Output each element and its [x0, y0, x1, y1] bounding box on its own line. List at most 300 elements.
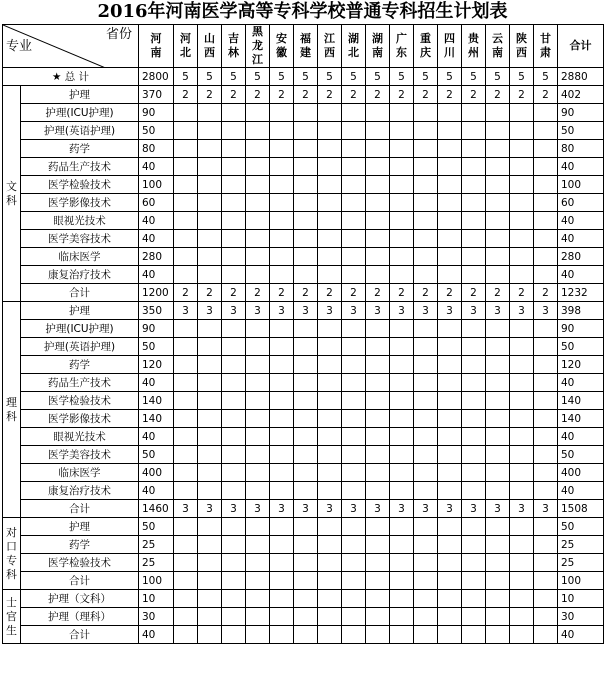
major-label: 医学检验技术: [21, 554, 139, 572]
quota-cell: [534, 356, 558, 374]
quota-cell: [390, 428, 414, 446]
province-header-char: 肃: [540, 46, 551, 59]
quota-cell: [486, 104, 510, 122]
quota-cell: [414, 194, 438, 212]
quota-cell: [462, 608, 486, 626]
grand-total-cell: 5: [198, 68, 222, 86]
province-header: [174, 25, 198, 68]
quota-cell: [510, 590, 534, 608]
quota-cell: [318, 122, 342, 140]
province-header-char: 甘: [540, 32, 551, 45]
table-row: [3, 194, 604, 212]
quota-cell: 2: [342, 284, 366, 302]
quota-cell: [390, 446, 414, 464]
quota-cell: [222, 212, 246, 230]
province-header-char: 江: [324, 32, 335, 45]
quota-cell: [462, 356, 486, 374]
quota-cell: [390, 410, 414, 428]
quota-cell: [462, 428, 486, 446]
quota-cell: [438, 374, 462, 392]
row-total-cell: 60: [558, 194, 604, 212]
quota-cell: [294, 230, 318, 248]
quota-cell: [366, 176, 390, 194]
major-label: 康复治疗技术: [21, 482, 139, 500]
quota-cell: 350: [139, 302, 174, 320]
quota-cell: 2: [390, 86, 414, 104]
province-header-char: 河: [180, 32, 191, 45]
quota-cell: [294, 176, 318, 194]
major-label: 护理: [21, 302, 139, 320]
quota-cell: [462, 140, 486, 158]
quota-cell: 2: [342, 86, 366, 104]
province-header-char: 东: [396, 46, 407, 59]
quota-cell: [198, 356, 222, 374]
quota-cell: [294, 212, 318, 230]
quota-cell: [390, 176, 414, 194]
quota-cell: 3: [198, 500, 222, 518]
province-header-char: 龙: [252, 39, 263, 52]
quota-cell: [390, 266, 414, 284]
quota-cell: [198, 428, 222, 446]
quota-cell: [222, 158, 246, 176]
province-header-char: 湖: [348, 32, 359, 45]
quota-cell: 2: [294, 284, 318, 302]
quota-cell: [390, 104, 414, 122]
quota-cell: [174, 176, 198, 194]
quota-cell: [486, 554, 510, 572]
grand-total-row: [3, 68, 604, 86]
quota-cell: [510, 482, 534, 500]
quota-cell: 140: [139, 392, 174, 410]
quota-cell: [438, 230, 462, 248]
quota-cell: 3: [366, 500, 390, 518]
quota-cell: 2: [534, 86, 558, 104]
quota-cell: [366, 104, 390, 122]
quota-cell: [342, 158, 366, 176]
quota-cell: [390, 464, 414, 482]
quota-cell: [318, 392, 342, 410]
quota-cell: [414, 446, 438, 464]
quota-cell: [366, 590, 390, 608]
quota-cell: [342, 176, 366, 194]
grand-total-cell: 2800: [139, 68, 174, 86]
quota-cell: 40: [139, 212, 174, 230]
quota-cell: [318, 428, 342, 446]
quota-cell: [198, 446, 222, 464]
quota-cell: 2: [198, 86, 222, 104]
quota-cell: [414, 140, 438, 158]
quota-cell: [486, 320, 510, 338]
grand-total-label: ★ 总 计: [3, 68, 139, 86]
quota-cell: 3: [366, 302, 390, 320]
quota-cell: [438, 176, 462, 194]
row-total-cell: 30: [558, 608, 604, 626]
quota-cell: [390, 194, 414, 212]
quota-cell: 40: [139, 428, 174, 446]
quota-cell: 50: [139, 446, 174, 464]
quota-cell: [534, 590, 558, 608]
quota-cell: [438, 122, 462, 140]
quota-cell: [174, 590, 198, 608]
quota-cell: [246, 446, 270, 464]
quota-cell: [486, 590, 510, 608]
quota-cell: [342, 608, 366, 626]
quota-cell: [438, 518, 462, 536]
table-row: [3, 158, 604, 176]
major-label: 护理(英语护理): [21, 122, 139, 140]
quota-cell: 120: [139, 356, 174, 374]
quota-cell: [534, 230, 558, 248]
province-header-char: 陕: [516, 32, 527, 45]
header-row: [3, 25, 604, 68]
quota-cell: [414, 356, 438, 374]
quota-cell: [414, 374, 438, 392]
quota-cell: [366, 482, 390, 500]
quota-cell: [510, 608, 534, 626]
quota-cell: [174, 194, 198, 212]
quota-cell: 140: [139, 410, 174, 428]
quota-cell: [438, 248, 462, 266]
table-row: [3, 536, 604, 554]
quota-cell: [222, 608, 246, 626]
quota-cell: 30: [139, 608, 174, 626]
quota-cell: [366, 464, 390, 482]
grand-total-cell: 5: [222, 68, 246, 86]
table-row: [3, 338, 604, 356]
quota-cell: [342, 320, 366, 338]
quota-cell: [294, 320, 318, 338]
quota-cell: [246, 104, 270, 122]
quota-cell: [318, 482, 342, 500]
quota-cell: [174, 356, 198, 374]
quota-cell: [414, 392, 438, 410]
province-header-char: 西: [204, 46, 215, 59]
grand-total-cell: 5: [390, 68, 414, 86]
quota-cell: [246, 158, 270, 176]
quota-cell: [270, 338, 294, 356]
province-header-char: 南: [150, 46, 162, 59]
quota-cell: [198, 122, 222, 140]
row-total-cell: 50: [558, 446, 604, 464]
quota-cell: [246, 626, 270, 644]
quota-cell: [222, 590, 246, 608]
quota-cell: [198, 482, 222, 500]
quota-cell: [222, 626, 246, 644]
quota-cell: [294, 392, 318, 410]
quota-cell: [174, 464, 198, 482]
quota-cell: [462, 518, 486, 536]
quota-cell: [462, 482, 486, 500]
quota-cell: [534, 320, 558, 338]
province-header-char: 南: [372, 46, 383, 59]
quota-cell: [366, 608, 390, 626]
quota-cell: [414, 320, 438, 338]
quota-cell: [462, 572, 486, 590]
quota-cell: [174, 212, 198, 230]
province-header-char: 建: [300, 46, 311, 59]
quota-cell: [534, 464, 558, 482]
province-header: [438, 25, 462, 68]
quota-cell: [318, 320, 342, 338]
quota-cell: [486, 482, 510, 500]
quota-cell: [486, 158, 510, 176]
quota-cell: 3: [462, 500, 486, 518]
table-row: [3, 104, 604, 122]
row-total-cell: 40: [558, 374, 604, 392]
table-row: [3, 590, 604, 608]
quota-cell: [198, 176, 222, 194]
quota-cell: [486, 140, 510, 158]
quota-cell: [294, 248, 318, 266]
quota-cell: [414, 626, 438, 644]
quota-cell: [174, 518, 198, 536]
row-total-cell: 402: [558, 86, 604, 104]
quota-cell: [342, 266, 366, 284]
quota-cell: [270, 212, 294, 230]
quota-cell: [318, 230, 342, 248]
quota-cell: [534, 392, 558, 410]
quota-cell: [366, 446, 390, 464]
quota-cell: 25: [139, 536, 174, 554]
row-total-cell: 25: [558, 536, 604, 554]
quota-cell: [366, 392, 390, 410]
row-total-cell: 140: [558, 392, 604, 410]
table-row: [3, 248, 604, 266]
quota-cell: [342, 356, 366, 374]
grand-total-cell: 5: [510, 68, 534, 86]
grand-total-sum: 2880: [558, 68, 604, 86]
quota-cell: [198, 410, 222, 428]
quota-cell: [198, 212, 222, 230]
quota-cell: [390, 140, 414, 158]
quota-cell: [510, 446, 534, 464]
quota-cell: [414, 410, 438, 428]
quota-cell: [486, 428, 510, 446]
quota-cell: [174, 248, 198, 266]
quota-cell: [246, 248, 270, 266]
major-label: 合计: [21, 500, 139, 518]
quota-cell: [366, 194, 390, 212]
corner-label-province: 省份: [105, 27, 132, 42]
quota-cell: [438, 104, 462, 122]
quota-cell: [462, 554, 486, 572]
row-total-cell: 90: [558, 104, 604, 122]
quota-cell: [270, 590, 294, 608]
quota-cell: [294, 122, 318, 140]
quota-cell: [246, 122, 270, 140]
quota-cell: 40: [139, 482, 174, 500]
quota-cell: [270, 536, 294, 554]
row-total-cell: 400: [558, 464, 604, 482]
quota-cell: 2: [510, 284, 534, 302]
major-label: 康复治疗技术: [21, 266, 139, 284]
quota-cell: [270, 176, 294, 194]
quota-cell: [198, 104, 222, 122]
province-header-char: 北: [180, 46, 191, 59]
quota-cell: [342, 428, 366, 446]
category-cell: [3, 86, 21, 302]
quota-cell: [486, 266, 510, 284]
quota-cell: [246, 140, 270, 158]
quota-cell: [198, 158, 222, 176]
quota-cell: [366, 572, 390, 590]
row-total-cell: 40: [558, 428, 604, 446]
province-header: [366, 25, 390, 68]
quota-cell: [318, 590, 342, 608]
quota-cell: [462, 374, 486, 392]
quota-cell: [270, 230, 294, 248]
province-header-char: 南: [492, 46, 503, 59]
province-header: [534, 25, 558, 68]
total-column-header: 合计: [558, 25, 604, 68]
quota-cell: [246, 572, 270, 590]
quota-cell: 2: [438, 284, 462, 302]
grand-total-cell: 5: [414, 68, 438, 86]
quota-cell: [342, 104, 366, 122]
enrollment-plan-table: [2, 24, 604, 644]
quota-cell: [366, 518, 390, 536]
province-header: [318, 25, 342, 68]
quota-cell: [270, 194, 294, 212]
category-char: 科: [6, 567, 17, 581]
quota-cell: [294, 464, 318, 482]
grand-total-cell: 5: [534, 68, 558, 86]
province-header-char: 西: [516, 46, 527, 59]
table-row: [3, 554, 604, 572]
quota-cell: [270, 572, 294, 590]
quota-cell: 3: [198, 302, 222, 320]
quota-cell: [486, 212, 510, 230]
quota-cell: 3: [438, 500, 462, 518]
quota-cell: [510, 320, 534, 338]
quota-cell: [318, 518, 342, 536]
quota-cell: [510, 626, 534, 644]
province-header-char: 吉: [228, 32, 239, 45]
quota-cell: 2: [534, 284, 558, 302]
major-label: 护理(英语护理): [21, 338, 139, 356]
quota-cell: 2: [270, 86, 294, 104]
table-row: [3, 392, 604, 410]
quota-cell: [246, 374, 270, 392]
quota-cell: 3: [486, 500, 510, 518]
major-label: 药学: [21, 140, 139, 158]
grand-total-cell: 5: [462, 68, 486, 86]
quota-cell: [294, 554, 318, 572]
subtotal-row: [3, 284, 604, 302]
quota-cell: [198, 374, 222, 392]
province-header: [342, 25, 366, 68]
quota-cell: [342, 518, 366, 536]
quota-cell: [462, 212, 486, 230]
quota-cell: [390, 122, 414, 140]
quota-cell: 40: [139, 626, 174, 644]
province-header-char: 川: [444, 46, 455, 59]
quota-cell: [390, 392, 414, 410]
quota-cell: [342, 140, 366, 158]
quota-cell: [222, 122, 246, 140]
category-cell: [3, 518, 21, 590]
quota-cell: [534, 176, 558, 194]
quota-cell: [342, 590, 366, 608]
quota-cell: [534, 338, 558, 356]
quota-cell: [246, 212, 270, 230]
quota-cell: 3: [222, 302, 246, 320]
quota-cell: [174, 104, 198, 122]
quota-cell: [534, 572, 558, 590]
quota-cell: [294, 608, 318, 626]
major-label: 合计: [21, 284, 139, 302]
quota-cell: 3: [294, 302, 318, 320]
quota-cell: [198, 608, 222, 626]
quota-cell: [486, 392, 510, 410]
quota-cell: [222, 536, 246, 554]
category-char: 官: [6, 609, 17, 623]
table-row: [3, 320, 604, 338]
quota-cell: [198, 248, 222, 266]
grand-total-cell: 5: [270, 68, 294, 86]
quota-cell: 100: [139, 572, 174, 590]
quota-cell: 3: [222, 500, 246, 518]
major-label: 医学美容技术: [21, 230, 139, 248]
quota-cell: [366, 158, 390, 176]
quota-cell: [534, 428, 558, 446]
quota-cell: [222, 320, 246, 338]
quota-cell: [390, 374, 414, 392]
province-header: [246, 25, 270, 68]
quota-cell: [294, 482, 318, 500]
quota-cell: [294, 266, 318, 284]
quota-cell: [318, 536, 342, 554]
quota-cell: [270, 626, 294, 644]
row-total-cell: 50: [558, 338, 604, 356]
quota-cell: 2: [462, 284, 486, 302]
quota-cell: 2: [438, 86, 462, 104]
quota-cell: [414, 176, 438, 194]
quota-cell: 3: [318, 302, 342, 320]
quota-cell: [414, 122, 438, 140]
quota-cell: [534, 482, 558, 500]
quota-cell: 100: [139, 176, 174, 194]
province-header-char: 西: [324, 46, 335, 59]
quota-cell: [174, 536, 198, 554]
quota-cell: [510, 554, 534, 572]
quota-cell: [222, 482, 246, 500]
quota-cell: [198, 518, 222, 536]
table-row: [3, 266, 604, 284]
quota-cell: 3: [390, 500, 414, 518]
corner-label-major: 专业: [6, 39, 33, 54]
quota-cell: [198, 626, 222, 644]
quota-cell: [342, 554, 366, 572]
quota-cell: [366, 536, 390, 554]
province-header-char: 山: [204, 32, 215, 45]
quota-cell: [222, 338, 246, 356]
province-header: [390, 25, 414, 68]
major-label: 合计: [21, 626, 139, 644]
quota-cell: [270, 122, 294, 140]
quota-cell: [486, 176, 510, 194]
quota-cell: [486, 230, 510, 248]
quota-cell: [270, 356, 294, 374]
quota-cell: 280: [139, 248, 174, 266]
quota-cell: [318, 608, 342, 626]
quota-cell: [510, 392, 534, 410]
table-row: [3, 122, 604, 140]
quota-cell: [246, 356, 270, 374]
quota-cell: 3: [414, 500, 438, 518]
category-char: 科: [6, 409, 17, 423]
quota-cell: [486, 608, 510, 626]
